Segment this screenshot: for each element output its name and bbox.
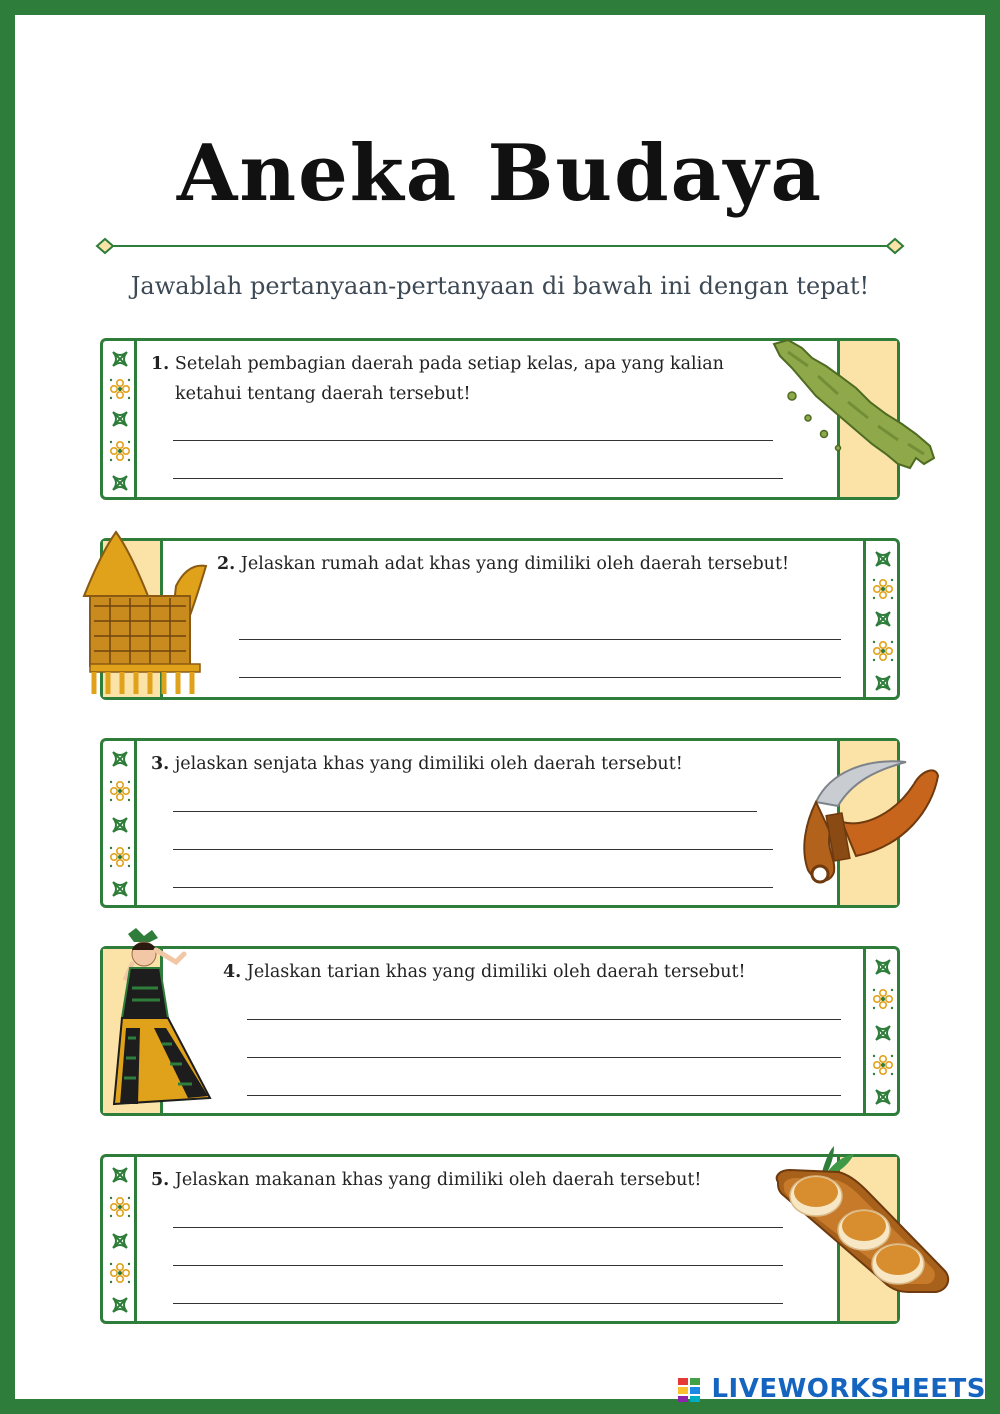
answer-line[interactable] (239, 639, 841, 640)
question-text-1: 1. Setelah pembagian daerah pada setiap kelas, apa yang kalian ketahui tentang daerah tersebut! (151, 354, 724, 404)
ornament-band (103, 741, 137, 905)
answer-line[interactable] (173, 1303, 783, 1304)
page-title: Aneka Budaya (176, 128, 824, 219)
liveworksheets-logo-icon (678, 1378, 700, 1402)
answer-line[interactable] (173, 1265, 783, 1266)
ornament-band (103, 341, 137, 497)
question-card-4 (100, 946, 900, 1116)
question-card-3 (100, 738, 900, 908)
question-text-5: 5. Jelaskan makanan khas yang dimiliki oleh daerah tersebut! (151, 1170, 702, 1190)
answer-line[interactable] (173, 887, 773, 888)
answer-line[interactable] (173, 478, 783, 479)
question-text-4: 4. Jelaskan tarian khas yang dimiliki oleh daerah tersebut! (223, 962, 746, 982)
title-divider (95, 236, 905, 256)
question-text-2: 2. Jelaskan rumah adat khas yang dimiliki oleh daerah tersebut! (217, 554, 790, 574)
traditional-house-icon (76, 526, 216, 696)
traditional-weapon-icon (786, 752, 942, 892)
ornament-band (863, 541, 897, 697)
brand-wordmark: LIVEWORKSHEETS (711, 1374, 986, 1404)
answer-line[interactable] (247, 1095, 841, 1096)
answer-line[interactable] (239, 677, 841, 678)
ornament-band (103, 1157, 137, 1321)
question-text-3: 3. jelaskan senjata khas yang dimiliki oleh daerah tersebut! (151, 754, 683, 774)
traditional-dancer-icon (106, 928, 216, 1114)
instructions: Jawablah pertanyaan-pertanyaan di bawah ini dengan tepat! (130, 272, 870, 300)
answer-line[interactable] (173, 1227, 783, 1228)
answer-line[interactable] (173, 440, 773, 441)
answer-line[interactable] (173, 849, 773, 850)
sumatra-map-icon (768, 336, 940, 474)
ornament-band (863, 949, 897, 1113)
answer-line[interactable] (173, 811, 757, 812)
answer-line[interactable] (247, 1057, 841, 1058)
answer-line[interactable] (247, 1019, 841, 1020)
question-card-2 (100, 538, 900, 700)
traditional-food-icon (768, 1142, 954, 1300)
